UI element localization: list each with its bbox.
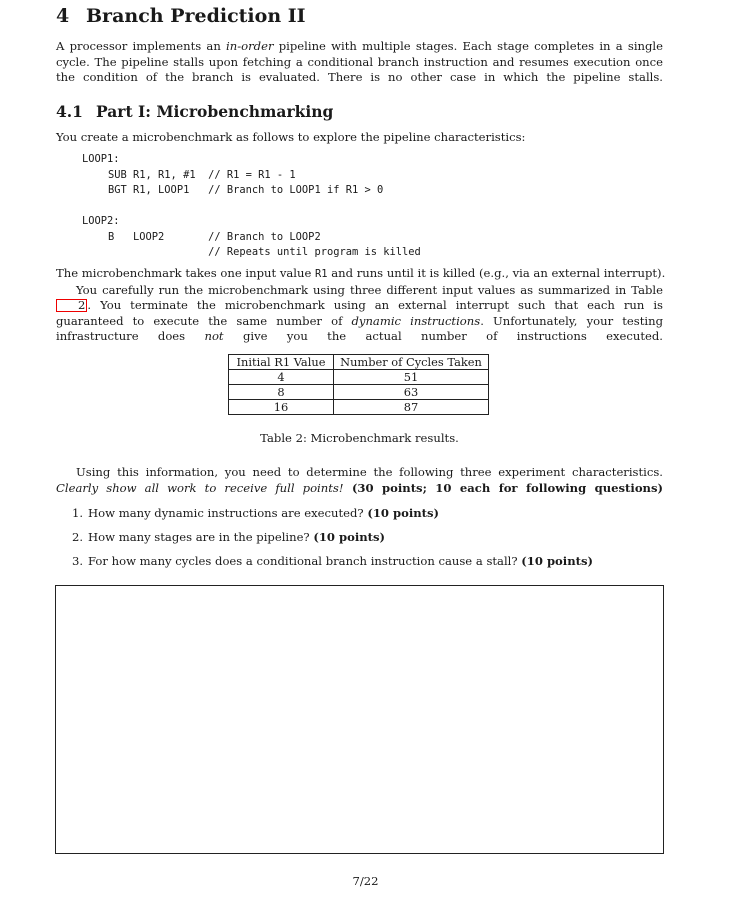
question-item [72,554,593,568]
results-table [228,354,489,415]
question-number: 1. [72,506,84,520]
question-text: How many stages are in the pipeline? [88,530,314,544]
page-number: 7/22 [352,874,379,888]
section-title: Branch Prediction II [86,5,306,27]
table-cell: 51 [334,370,489,385]
question-number: 2. [72,530,84,544]
subsection-title: Part I: Microbenchmarking [96,102,334,121]
body-line-2 [56,283,663,345]
question-item [72,530,385,544]
task-emphasis: Clearly show all work to receive full points! [56,480,344,495]
question-points: (10 points) [313,530,386,544]
body-text-4: . You terminate the microbenchmark using an external interrupt such that each run is guaranteed to execute the same number of [56,298,663,328]
table-caption: Table 2: Microbenchmark results. [260,431,459,445]
intro-text-2: pipeline with multiple stages. Each stage completes in a single cycle. The pipeline stalls upon fetching a conditional branch instruction and resumes execution once the condition of the branch is evaluated. There is no other case in which the pipeline stalls. [56,39,663,85]
intro-text-1: A processor implements an [56,39,227,53]
code-loop2-label: LOOP2: [82,215,120,227]
code-loop2-line2: // Repeats until program is killed [108,246,421,258]
table-cell: 16 [229,400,334,415]
table-row [229,385,489,400]
subsection-heading [56,102,333,121]
body-line-1 [56,266,666,283]
section-number: 4 [56,5,70,27]
question-text: For how many cycles does a conditional branch instruction cause a stall? [88,554,522,568]
question-points: (10 points) [521,554,593,568]
intro-paragraph [56,39,663,86]
body-text-2: and runs until it is killed (e.g., via an external interrupt). [327,266,666,280]
table-header-r1: Initial R1 Value [229,355,334,370]
question-number: 3. [72,554,84,568]
question-item [72,506,439,520]
table-cell: 4 [229,370,334,385]
table-cell: 63 [334,385,489,400]
table-row [229,370,489,385]
task-paragraph [56,465,663,496]
table-header-row [229,355,489,370]
subsection-number: 4.1 [56,102,83,121]
question-points: (10 points) [367,506,440,520]
body-text-3: You carefully run the microbenchmark using three different input values as summarized in Table [76,282,663,297]
section-heading [56,5,306,27]
code-loop2-line1: B LOOP2 // Branch to LOOP2 [108,231,321,243]
task-points: (30 points; 10 each for following questions) [343,480,663,495]
body-text-1: The microbenchmark takes one input value [56,266,316,280]
register-code: R1 [315,268,328,280]
body-text-5: . Unfortunately, your testing infrastructure does [56,313,663,344]
task-text: Using this information, you need to determine the following three experiment characteristics. [76,465,663,479]
body-emphasis-2: not [204,329,224,344]
table-header-cycles: Number of Cycles Taken [334,355,489,370]
body-emphasis-1: dynamic instructions [351,313,481,328]
code-loop1-line2: BGT R1, LOOP1 // Branch to LOOP1 if R1 > 0 [108,184,384,196]
intro-emphasis: in-order [226,39,274,53]
table-cell: 8 [229,385,334,400]
code-loop1-line1: SUB R1, R1, #1 // R1 = R1 - 1 [108,169,296,181]
lead-sentence: You create a microbenchmark as follows to explore the pipeline characteristics: [56,130,526,144]
code-loop1-label: LOOP1: [82,153,120,165]
answer-box[interactable] [55,585,664,854]
question-text: How many dynamic instructions are executed? [88,506,368,520]
table-reference-link[interactable]: 2 [56,299,87,312]
table-cell: 87 [334,400,489,415]
body-paragraph [56,266,666,345]
body-text-6: give you the actual number of instructions executed. [223,329,663,344]
table-row [229,400,489,415]
